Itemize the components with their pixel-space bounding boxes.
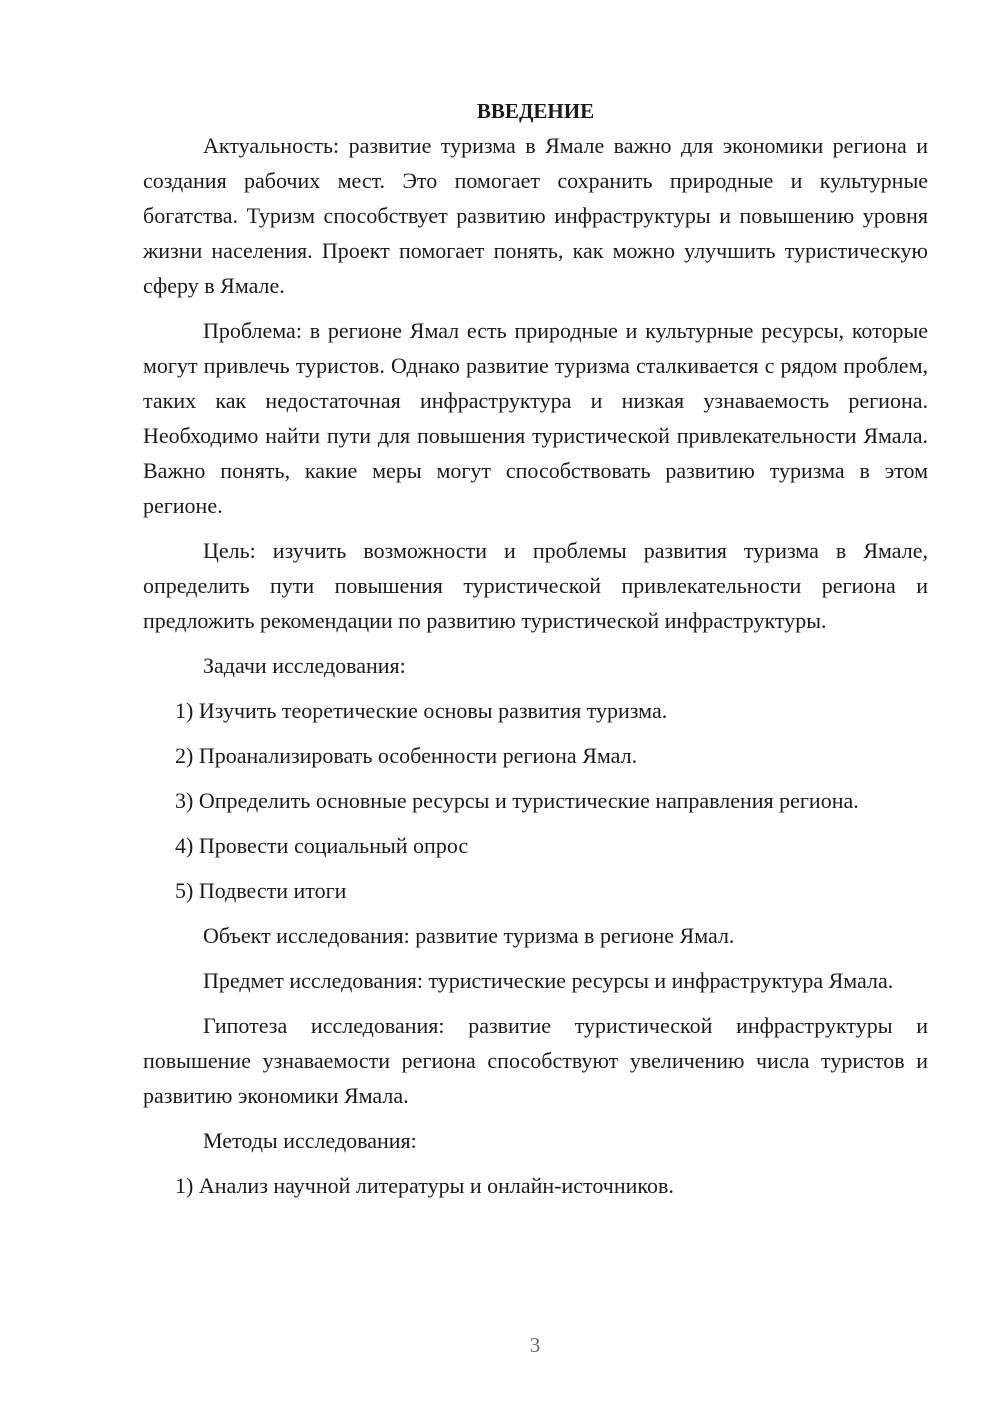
task-item: 2) Проанализировать особенности региона Ямал. xyxy=(175,743,638,768)
goal-paragraph: Цель: изучить возможности и проблемы развития туризма в Ямале, определить пути повышения туристической привлекательности региона и предложить рекомендации по развитию туристической инфраструктуры. xyxy=(143,538,928,633)
task-item: 1) Изучить теоретические основы развития туризма. xyxy=(175,698,668,723)
task-item: 3) Определить основные ресурсы и туристические направления региона. xyxy=(175,788,859,813)
page-number: 3 xyxy=(529,1333,541,1357)
problem-paragraph: Проблема: в регионе Ямал есть природные и культурные ресурсы, которые могут привлечь туристов. Однако развитие туризма сталкивается с рядом проблем, таких как недостаточная инфраструктура и низкая узнаваемость региона. Необходимо найти пути для повышения туристической привлекательности Ямала. Важно понять, какие меры могут способствовать развитию туризма в этом регионе. xyxy=(143,318,928,518)
section-title: ВВЕДЕНИЕ xyxy=(476,99,595,123)
subject-paragraph: Предмет исследования: туристические ресурсы и инфраструктура Ямала. xyxy=(203,968,894,993)
task-item: 4) Провести социальный опрос xyxy=(175,833,469,858)
object-paragraph: Объект исследования: развитие туризма в регионе Ямал. xyxy=(203,923,735,948)
page-body xyxy=(143,96,928,1213)
method-item: 1) Анализ научной литературы и онлайн-источников. xyxy=(175,1173,674,1198)
hypothesis-paragraph: Гипотеза исследования: развитие туристической инфраструктуры и повышение узнаваемости региона способствуют увеличению числа туристов и развитию экономики Ямала. xyxy=(143,1013,928,1108)
relevance-paragraph: Актуальность: развитие туризма в Ямале важно для экономики региона и создания рабочих мест. Это помогает сохранить природные и культурные богатства. Туризм способствует развитию инфраструктуры и повышению уровня жизни населения. Проект помогает понять, как можно улучшить туристическую сферу в Ямале. xyxy=(143,133,928,298)
task-item: 5) Подвести итоги xyxy=(175,878,347,903)
methods-label: Методы исследования: xyxy=(203,1128,417,1153)
tasks-label: Задачи исследования: xyxy=(203,653,406,678)
